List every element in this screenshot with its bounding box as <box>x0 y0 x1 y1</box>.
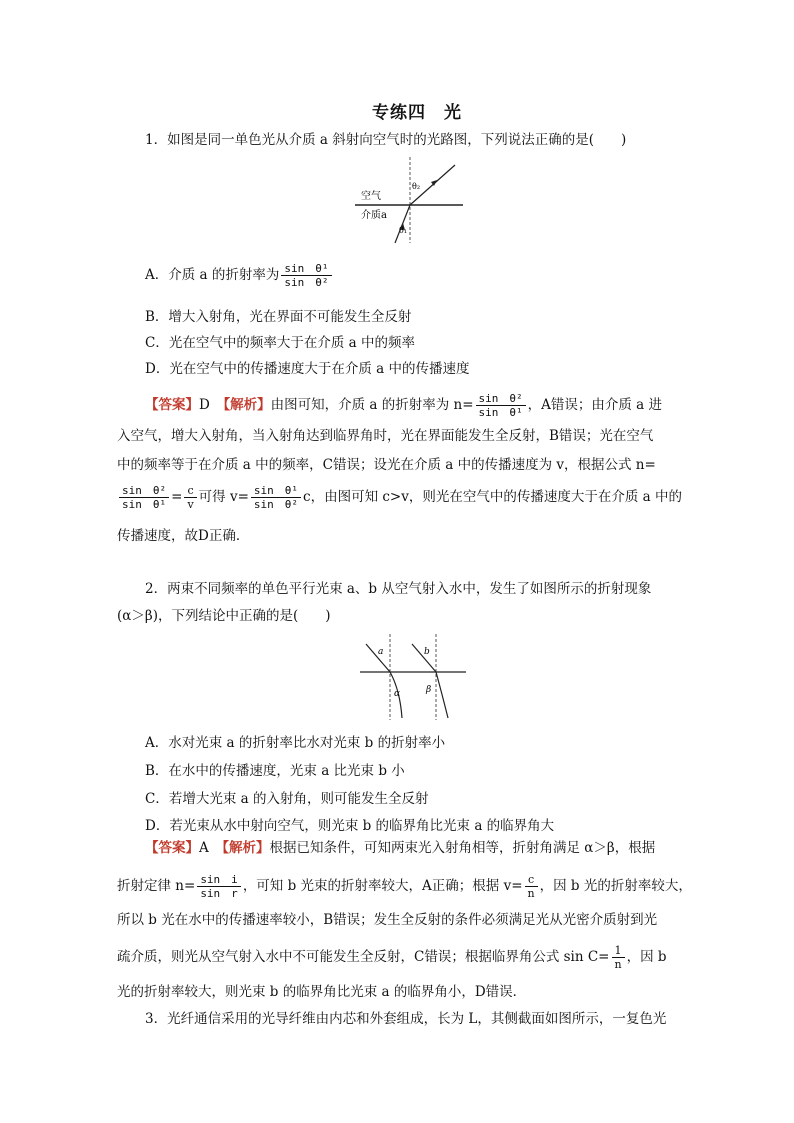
fraction-denominator: sin θ² <box>284 276 329 289</box>
answer-value: A <box>199 840 209 856</box>
q2-option-a: A．水对光束 a 的折射率比水对光束 b 的折射率小 <box>145 735 446 751</box>
fraction-denominator: sin θ¹ <box>478 406 523 419</box>
q2-alpha-label: α <box>394 689 401 699</box>
fraction-numerator: sin θ¹ <box>281 262 331 276</box>
fraction-numerator: sin i <box>197 873 241 887</box>
q2-beta-label: β <box>426 685 432 695</box>
analysis-text: 由图可知，介质 a 的折射率为 n= <box>270 397 474 413</box>
q2-ray-a <box>366 644 402 718</box>
analysis-text: 疏介质，则光从空气射入水中不可能发生全反射，C错误；根据临界角公式 sin C= <box>117 949 610 965</box>
q2-option-b: B．在水中的传播速度，光束 a 比光束 b 小 <box>145 763 405 779</box>
fraction-denominator: v <box>187 498 194 511</box>
q1-figure <box>355 155 465 245</box>
fraction-numerator: 1 <box>612 944 625 958</box>
fraction-denominator: sin θ² <box>253 498 299 511</box>
analysis-tag: 【解析】 <box>222 840 270 856</box>
q2-analysis-line-3: 所以 b 光在水中的传播速率较小，B错误；发生全反射的条件必须满足光从光密介质射到光 <box>117 912 658 928</box>
fraction-numerator: c <box>184 484 196 498</box>
q2-answer-line <box>145 839 655 857</box>
fraction-denominator: n <box>527 887 535 900</box>
fraction-numerator: sin θ¹ <box>251 484 301 498</box>
analysis-fraction <box>119 484 169 511</box>
q1-option-a <box>145 262 334 289</box>
q2-option-d: D．若光束从水中射向空气，则光束 b 的临界角比光束 a 的临界角大 <box>145 818 555 834</box>
fraction-denominator: n <box>614 958 622 971</box>
q2-ray-b <box>412 644 448 718</box>
analysis-fraction <box>251 484 301 511</box>
fraction-denominator: sin θ¹ <box>122 498 167 511</box>
q3-stem: 3．光纤通信采用的光导纤维由内芯和外套组成，长为 L，其侧截面如图所示，一复色光 <box>145 1011 667 1027</box>
analysis-text: ，因 b 光的折射率较大， <box>539 878 692 894</box>
q1-medium-label: 介质a <box>361 210 387 221</box>
analysis-text: ，A错误；由介质 a 进 <box>527 397 663 413</box>
analysis-fraction <box>197 873 241 900</box>
page-title: 专练四 光 <box>372 103 462 123</box>
q1-analysis-line-5: 传播速度，故D正确． <box>117 528 250 544</box>
q2-option-c: C．若增大光束 a 的入射角，则可能发生全反射 <box>145 791 429 807</box>
q1-analysis-line-2: 入空气，增大入射角，当入射角达到临界角时，光在界面能发生全反射，B错误；光在空气 <box>117 428 654 444</box>
q2-analysis-line-5: 光的折射率较大，则光束 b 的临界角比光束 a 的临界角小，D错误． <box>117 984 527 1000</box>
q1-analysis-line-4 <box>117 484 682 511</box>
answer-tag: 【答案】 <box>145 397 199 413</box>
analysis-text: ，因 b <box>626 949 667 965</box>
q1-option-a-fraction <box>281 262 331 289</box>
analysis-fraction <box>184 484 196 511</box>
analysis-fraction <box>476 392 526 419</box>
fraction-numerator: c <box>525 873 538 887</box>
answer-tag: 【答案】 <box>145 840 199 856</box>
q2-stem-line-2: (α＞β)，下列结论中正确的是( ) <box>117 608 331 624</box>
q2-analysis-line-2 <box>117 873 692 900</box>
fraction-numerator: sin θ² <box>476 392 526 406</box>
q1-theta2-label: θ₂ <box>412 182 421 191</box>
q1-stem: 1．如图是同一单色光从介质 a 斜射向空气时的光路图，下列说法正确的是( ) <box>145 132 627 148</box>
analysis-text: 可得 v= <box>198 489 249 505</box>
q2-stem-line-1: 2．两束不同频率的单色平行光束 a、b 从空气射入水中，发生了如图所示的折射现象 <box>145 581 652 597</box>
q2-label-b: b <box>424 647 430 657</box>
q1-analysis-line-3: 中的频率等于在介质 a 中的频率，C错误；设光在介质 a 中的传播速度为 v，根据公式 n= <box>117 457 656 473</box>
q1-theta1-label: θ₁ <box>399 226 408 235</box>
q1-option-a-text: A．介质 a 的折射率为 <box>145 267 280 283</box>
analysis-text: ，可知 b 光束的折射率较大，A正确；根据 v= <box>242 878 523 894</box>
q1-option-b: B．增大入射角，光在界面不可能发生全反射 <box>145 309 412 325</box>
analysis-text: = <box>171 489 183 505</box>
analysis-fraction <box>525 873 538 900</box>
analysis-text: 折射定律 n= <box>117 878 196 894</box>
analysis-fraction <box>612 944 625 971</box>
q1-option-d: D．光在空气中的传播速度大于在介质 a 中的传播速度 <box>145 361 470 377</box>
fraction-denominator: sin r <box>200 887 238 900</box>
q2-figure <box>360 632 468 722</box>
q1-air-label: 空气 <box>361 191 381 202</box>
q2-label-a: a <box>378 647 384 657</box>
fraction-numerator: sin θ² <box>119 484 169 498</box>
q1-option-c: C．光在空气中的频率大于在介质 a 中的频率 <box>145 335 415 351</box>
analysis-tag: 【解析】 <box>223 397 271 413</box>
q1-answer-line <box>145 392 662 419</box>
answer-value: D <box>199 397 210 413</box>
q2-analysis-line-4 <box>117 944 667 971</box>
analysis-text: 根据已知条件，可知两束光入射角相等，折射角满足 α＞β，根据 <box>269 840 656 856</box>
analysis-text: c，由图可知 c>v，则光在空气中的传播速度大于在介质 a 中的 <box>303 489 682 505</box>
